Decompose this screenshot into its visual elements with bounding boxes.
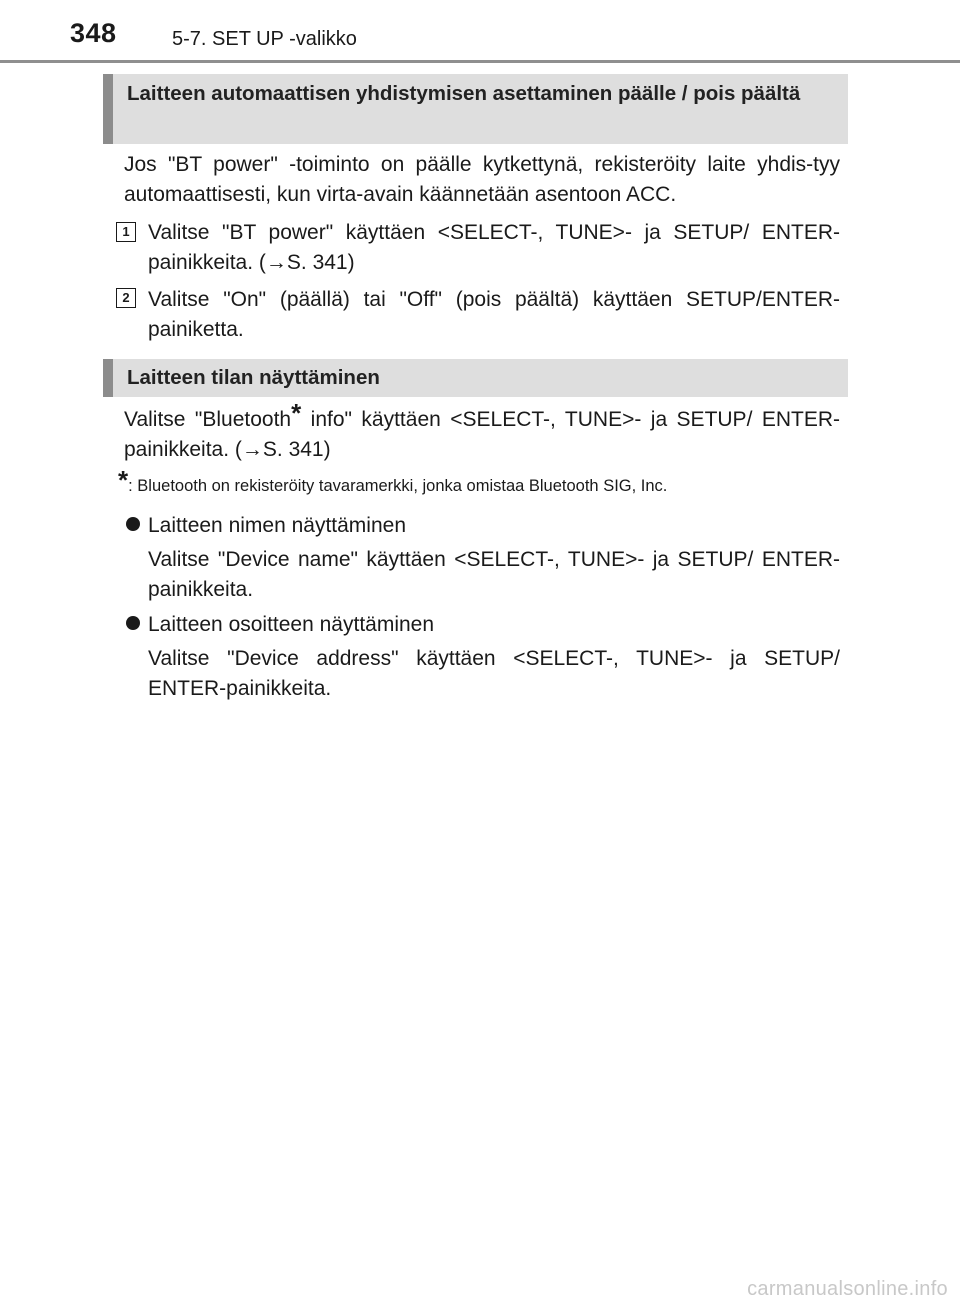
bullet-icon <box>126 616 140 630</box>
watermark: carmanualsonline.info <box>747 1278 948 1300</box>
step-text-1: Valitse "BT power" käyttäen <SELECT-, TUNE>- ja SETUP/ ENTER-painikkeita. (→S. 341) <box>148 221 840 274</box>
section-title: 5-7. SET UP -valikko <box>172 28 357 50</box>
info-text-before: Valitse "Bluetooth <box>124 408 292 431</box>
info-paragraph <box>124 398 840 465</box>
heading-device-status: Laitteen tilan näyttäminen <box>103 359 848 397</box>
info-text-after: info" käyttäen <SELECT-, TUNE>- ja SETUP/ ENTER-painikkeita. (→S. 341) <box>124 408 840 461</box>
bullet-item-device-address <box>126 610 434 640</box>
intro-paragraph: Jos "BT power" -toiminto on päälle kytkettynä, rekisteröity laite yhdis-tyy automaattisesti, kun virta-avain käännetään asentoon ACC. <box>124 153 840 206</box>
step-number-2: 2 <box>116 288 136 308</box>
bullet-item-device-name <box>126 511 406 541</box>
trademark-footnote <box>118 465 848 499</box>
bullet-title: Laitteen osoitteen näyttäminen <box>148 613 435 636</box>
step-text-2: Valitse "On" (päällä) tai "Off" (pois päältä) käyttäen SETUP/ENTER-painiketta. <box>148 288 840 341</box>
page-number: 348 <box>70 18 117 48</box>
header-rule <box>0 60 960 63</box>
trademark-asterisk: * <box>291 398 302 428</box>
footnote-text: : Bluetooth on rekisteröity tavaramerkki, jonka omistaa Bluetooth SIG, Inc. <box>128 477 668 495</box>
heading-auto-connect: Laitteen automaattisen yhdistymisen asettaminen päälle / pois päältä <box>103 74 848 144</box>
bullet-text-device-name: Valitse "Device name" käyttäen <SELECT-, TUNE>- ja SETUP/ ENTER-painikkeita. <box>148 548 840 601</box>
bullet-text-device-address: Valitse "Device address" käyttäen <SELECT-, TUNE>- ja SETUP/ ENTER-painikkeita. <box>148 647 840 700</box>
footnote-asterisk: * <box>118 465 129 495</box>
bullet-title: Laitteen nimen näyttäminen <box>148 514 406 537</box>
step-number-1: 1 <box>116 222 136 242</box>
bullet-icon <box>126 517 140 531</box>
